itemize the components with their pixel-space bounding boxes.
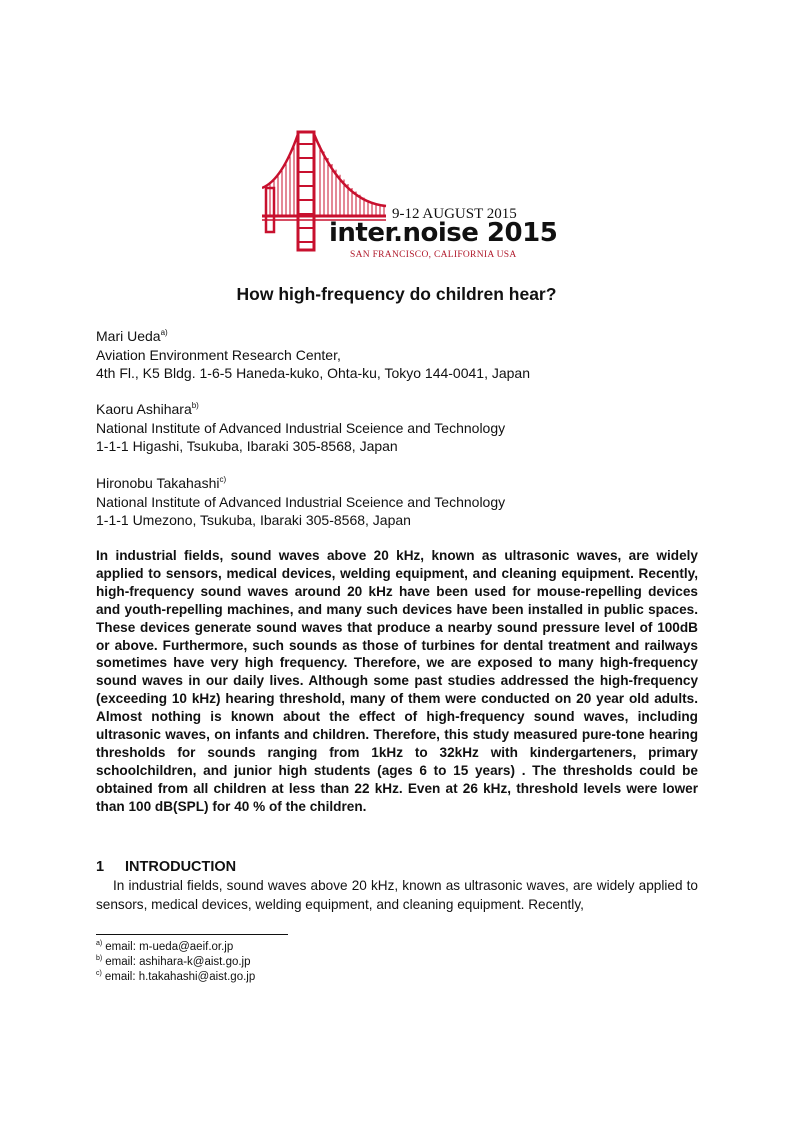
author-footnote-mark: c) — [219, 475, 227, 484]
conference-date: 9-12 AUGUST 2015 — [392, 206, 517, 222]
section-title: INTRODUCTION — [125, 859, 237, 875]
author-affiliation: National Institute of Advanced Industrial Sceience and Technology — [96, 493, 506, 510]
footnote-divider — [96, 934, 288, 935]
footnotes — [96, 940, 255, 985]
conference-name: inter.noise 2015 — [329, 218, 558, 248]
section-heading — [96, 859, 236, 875]
footnote: $^{a)}$ email: m-ueda@aeif.or.jp — [96, 940, 234, 953]
author-block — [96, 327, 530, 383]
author-address: 4th Fl., K5 Bldg. 1-6-5 Haneda-kuko, Ohta-ku, Tokyo 144-0041, Japan — [96, 365, 530, 381]
author-address: 1-1-1 Higashi, Tsukuba, Ibaraki 305-8568, Japan — [96, 438, 398, 454]
paper-title: How high-frequency do children hear? — [236, 284, 557, 304]
author-block — [96, 474, 505, 530]
author-address: 1-1-1 Umezono, Tsukuba, Ibaraki 305-8568, Japan — [96, 512, 411, 528]
author-name: Hironobu Takahashi$^{c)}$ — [96, 475, 227, 491]
introduction-text: In industrial fields, sound waves above 20 kHz, known as ultrasonic waves, are widely applied to sensors, medical devices, welding equipment, and cleaning equipment. Recently, — [96, 878, 698, 912]
abstract: In industrial fields, sound waves above 20 kHz, known as ultrasonic waves, are widely applied to sensors, medical devices, welding equipment, and cleaning equipment. Recently, high-frequency sound waves around 20 kHz have been used for mouse-repelling devices and youth-repelling machines, and many such devices have been installed in public spaces. These devices generate sound waves that produce a nearby sound pressure level of 100dB or above. Furthermore, such sounds as those of turbines for dental treatment and railways sometimes have very high frequency. Therefore, we are exposed to many high-frequency sound waves in our daily lives. Although some past studies addressed the high-frequency (exceeding 10 kHz) hearing threshold, many of them were conducted on 20 year old adults. Almost nothing is known about the effect of high-frequency sound waves, including ultrasonic waves, on infants and children. Therefore, this study measured pure-tone hearing thresholds for sounds ranging from 1kHz to 32kHz with kindergarteners, primary schoolchildren, and junior high students (ages 6 to 15 years) . The thresholds could be obtained from all children at less than 22 kHz. Even at 26 kHz, threshold levels were lower than 100 dB(SPL) for 40 % of the children. — [96, 548, 698, 814]
footnote: $^{b)}$ email: ashihara-k@aist.go.jp — [96, 955, 251, 968]
author-affiliation: Aviation Environment Research Center, — [96, 346, 341, 363]
conference-logo — [262, 130, 558, 262]
author-name: Mari Ueda$^{a)}$ — [96, 328, 168, 344]
author-footnote-mark: b) — [191, 401, 199, 410]
author-affiliation: National Institute of Advanced Industrial Sceience and Technology — [96, 419, 506, 436]
section-number: 1 — [96, 859, 105, 875]
author-footnote-mark: a) — [160, 328, 168, 337]
author-name: Kaoru Ashihara$^{b)}$ — [96, 401, 199, 417]
author-block — [96, 400, 505, 456]
footnote: $^{c)}$ email: h.takahashi@aist.go.jp — [96, 970, 256, 983]
conference-location: SAN FRANCISCO, CALIFORNIA USA — [350, 250, 517, 260]
